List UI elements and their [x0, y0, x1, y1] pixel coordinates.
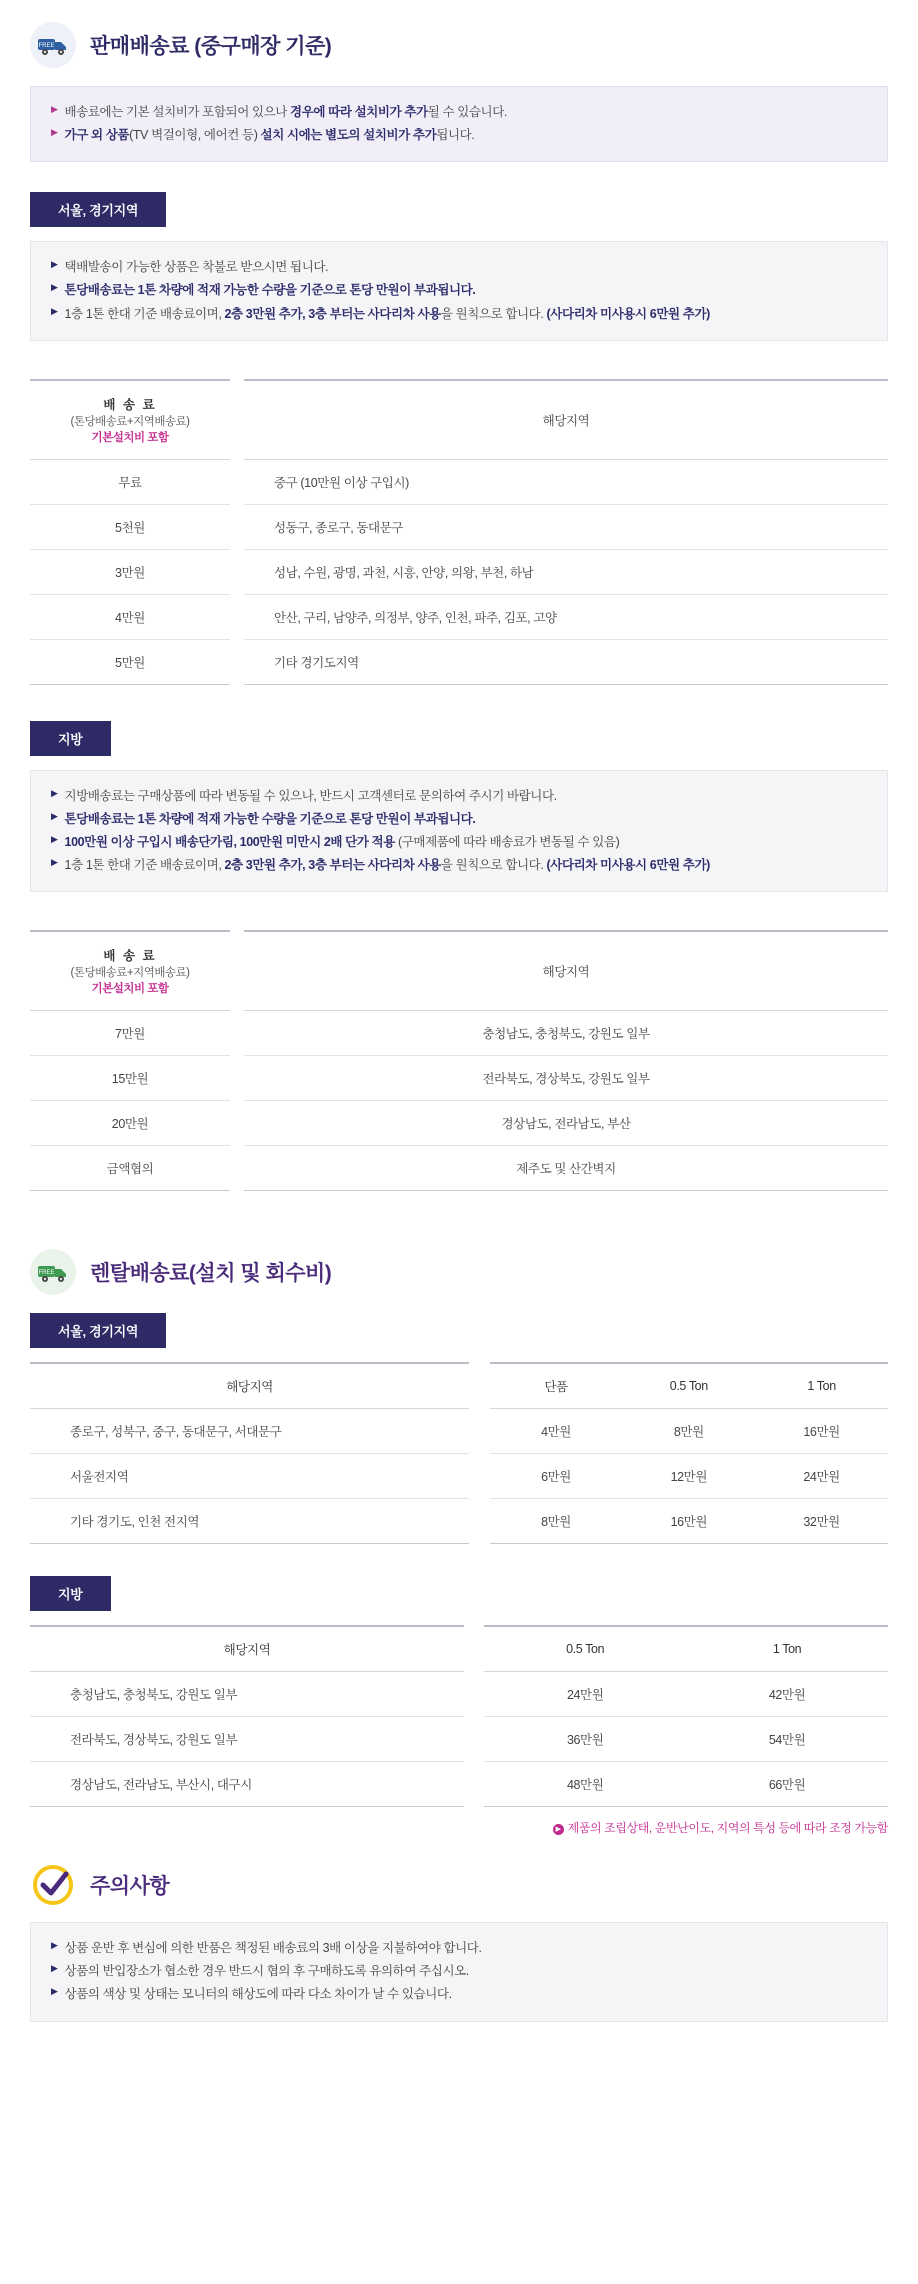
price-cell: 6만원	[490, 1454, 623, 1499]
fee-col-header	[30, 931, 230, 1011]
triangle-bullet-icon: ▶	[51, 787, 58, 798]
fee-col-sub: (톤당배송료+지역배송료)	[70, 967, 190, 980]
triangle-bullet-icon: ▶	[51, 857, 58, 867]
rental-col-header-one-ton: 1 Ton	[686, 1626, 888, 1672]
table-row	[30, 1101, 888, 1146]
table-row	[30, 1762, 888, 1807]
note-text: 지방배송료는 구매상품에 따라 변동될 수 있으나, 반드시 고객센터로 문의하여 주시기 바랍니다.	[64, 788, 557, 803]
note-text: 1층 1톤 한대 기준 배송료이며, 2층 3만원 추가, 3층 부터는 사다리차 사용을 원칙으로 합니다. (사다리차 미사용시 6만원 추가)	[64, 306, 710, 321]
fee-col-note: 기본설치비 포함	[91, 431, 169, 444]
area-cell: 종로구, 성북구, 중구, 동대문구, 서대문구	[30, 1409, 469, 1454]
triangle-bullet-icon: ▶	[51, 259, 58, 270]
check-circle-icon	[30, 1862, 76, 1908]
fee-cell: 3만원	[30, 549, 230, 594]
table-row	[30, 1717, 888, 1762]
triangle-bullet-icon: ▶	[51, 1986, 58, 1997]
sale-section-title: 판매배송료 (중구매장 기준)	[90, 35, 332, 58]
caution-section-header	[0, 1836, 918, 1922]
fee-cell: 금액협의	[30, 1146, 230, 1191]
arrow-bullet-icon: ▶	[553, 1824, 564, 1835]
caution-text: 상품의 색상 및 상태는 모니터의 해상도에 따라 다소 차이가 날 수 있습니다.	[64, 1987, 452, 2002]
price-cell: 54만원	[686, 1717, 888, 1762]
notice-text: 가구 외 상품(TV 벽걸이형, 에어컨 등) 설치 시에는 별도의 설치비가 추가됩니다.	[64, 128, 475, 143]
table-row	[30, 639, 888, 684]
price-cell: 8만원	[622, 1409, 755, 1454]
price-cell: 42만원	[686, 1672, 888, 1717]
fee-cell: 4만원	[30, 594, 230, 639]
price-cell: 12만원	[622, 1454, 755, 1499]
price-cell: 48만원	[484, 1762, 686, 1807]
price-cell: 24만원	[755, 1454, 888, 1499]
triangle-bullet-icon: ▶	[51, 1963, 58, 1974]
note-text: 1층 1톤 한대 기준 배송료이며, 2층 3만원 추가, 3층 부터는 사다리차 사용을 원칙으로 합니다. (사다리차 미사용시 6만원 추가)	[64, 858, 710, 872]
note-line	[51, 808, 867, 831]
triangle-bullet-icon: ▶	[51, 833, 58, 844]
local-fee-table	[30, 930, 888, 1191]
fee-col-sub: (톤당배송료+지역배송료)	[70, 415, 190, 428]
local-notes-box	[30, 770, 888, 893]
area-cell: 전라북도, 경상북도, 강원도 일부	[30, 1717, 464, 1762]
table-row	[30, 549, 888, 594]
svg-text:FREE: FREE	[38, 1270, 55, 1277]
note-text: 택배발송이 가능한 상품은 착불로 받으시면 됩니다.	[64, 260, 329, 275]
area-cell: 경상남도, 전라남도, 부산	[244, 1101, 888, 1146]
fee-col-title: 배 송 료	[103, 397, 157, 412]
triangle-bullet-icon: ▶	[51, 282, 58, 293]
rental-col-header-half-ton: 0.5 Ton	[622, 1363, 755, 1409]
fee-col-note: 기본설치비 포함	[91, 983, 169, 996]
notice-line	[51, 101, 867, 124]
rental-col-header-half-ton: 0.5 Ton	[484, 1626, 686, 1672]
footnote-text: 제품의 조립상태, 운반난이도, 지역의 특성 등에 따라 조정 가능함	[567, 1821, 888, 1836]
caution-text: 상품 운반 후 변심에 의한 반품은 책정된 배송료의 3배 이상을 지불하여야 합니다.	[64, 1941, 482, 1956]
area-cell: 제주도 및 산간벽지	[244, 1146, 888, 1191]
table-row	[30, 1056, 888, 1101]
notice-text: 배송료에는 기본 설치비가 포함되어 있으나 경우에 따라 설치비가 추가될 수 있습니다.	[64, 105, 507, 119]
note-line	[51, 785, 867, 808]
table-row	[30, 1146, 888, 1191]
seoul-fee-table	[30, 379, 888, 685]
sale-notice-box	[30, 86, 888, 162]
table-row	[30, 504, 888, 549]
table-row	[30, 1672, 888, 1717]
area-cell: 성남, 수원, 광명, 과천, 시흥, 안양, 의왕, 부천, 하남	[244, 549, 888, 594]
caution-line	[51, 1937, 867, 1960]
triangle-bullet-icon: ▶	[51, 127, 58, 138]
note-line	[51, 256, 867, 279]
sale-section-header	[0, 0, 918, 86]
table-row	[30, 1499, 888, 1544]
tab-local: 지방	[30, 721, 111, 756]
note-line	[51, 279, 867, 302]
area-col-header: 해당지역	[244, 931, 888, 1011]
price-cell: 16만원	[622, 1499, 755, 1544]
rental-col-header-area: 해당지역	[30, 1626, 464, 1672]
area-cell: 기타 경기도, 인천 전지역	[30, 1499, 469, 1544]
area-cell: 충청남도, 충청북도, 강원도 일부	[244, 1011, 888, 1056]
table-row	[30, 459, 888, 504]
caution-box	[30, 1922, 888, 2021]
price-cell: 36만원	[484, 1717, 686, 1762]
rental-section-title: 렌탈배송료(설치 및 회수비)	[90, 1262, 332, 1286]
tab-rental-seoul: 서울, 경기지역	[30, 1313, 166, 1348]
rental-col-header-single: 단품	[490, 1363, 623, 1409]
area-cell: 경상남도, 전라남도, 부산시, 대구시	[30, 1762, 464, 1807]
table-row	[30, 1011, 888, 1056]
area-cell: 충청남도, 충청북도, 강원도 일부	[30, 1672, 464, 1717]
area-cell: 전라북도, 경상북도, 강원도 일부	[244, 1056, 888, 1101]
triangle-bullet-icon: ▶	[51, 810, 58, 821]
rental-col-header-one-ton: 1 Ton	[755, 1363, 888, 1409]
price-cell: 32만원	[755, 1499, 888, 1544]
triangle-bullet-icon: ▶	[51, 305, 58, 316]
area-cell: 서울전지역	[30, 1454, 469, 1499]
table-row	[30, 1454, 888, 1499]
price-cell: 16만원	[755, 1409, 888, 1454]
area-cell: 성동구, 종로구, 동대문구	[244, 504, 888, 549]
fee-col-title: 배 송 료	[103, 949, 157, 964]
note-line	[51, 854, 867, 877]
fee-cell: 무료	[30, 459, 230, 504]
truck-free-green-icon	[30, 1249, 76, 1295]
area-cell: 중구 (10만원 이상 구입시)	[244, 459, 888, 504]
note-text: 100만원 이상 구입시 배송단가림, 100만원 미만시 2배 단가 적용 (구매제품에 따라 배송료가 변동될 수 있음)	[64, 834, 620, 849]
tab-rental-local: 지방	[30, 1576, 111, 1611]
table-row	[30, 594, 888, 639]
note-line	[51, 303, 867, 326]
area-cell: 기타 경기도지역	[244, 639, 888, 684]
truck-free-icon	[30, 22, 76, 68]
price-cell: 24만원	[484, 1672, 686, 1717]
note-text: 톤당배송료는 1톤 차량에 적재 가능한 수량을 기준으로 톤당 만원이 부과됩니다.	[64, 811, 476, 826]
fee-cell: 7만원	[30, 1011, 230, 1056]
rental-section-header	[0, 1227, 918, 1313]
fee-cell: 5만원	[30, 639, 230, 684]
rental-local-table	[30, 1625, 888, 1807]
note-line	[51, 831, 867, 854]
fee-cell: 5천원	[30, 504, 230, 549]
rental-seoul-table	[30, 1362, 888, 1544]
price-cell: 8만원	[490, 1499, 623, 1544]
area-col-header: 해당지역	[244, 380, 888, 460]
tab-seoul-gyeonggi: 서울, 경기지역	[30, 192, 166, 227]
rental-footnote	[0, 1813, 918, 1836]
fee-col-header	[30, 380, 230, 460]
seoul-notes-box	[30, 241, 888, 340]
fee-cell: 20만원	[30, 1101, 230, 1146]
svg-text:FREE: FREE	[38, 43, 55, 49]
fee-cell: 15만원	[30, 1056, 230, 1101]
caution-line	[51, 1983, 867, 2006]
caution-text: 상품의 반입장소가 협소한 경우 반드시 협의 후 구매하도록 유의하여 주십시오.	[64, 1964, 469, 1979]
notice-line	[51, 124, 867, 147]
price-cell: 66만원	[686, 1762, 888, 1807]
area-cell: 안산, 구리, 남양주, 의정부, 양주, 인천, 파주, 김포, 고양	[244, 594, 888, 639]
note-text: 톤당배송료는 1톤 차량에 적재 가능한 수량을 기준으로 톤당 만원이 부과됩니다.	[64, 283, 476, 298]
rental-col-header-area: 해당지역	[30, 1363, 469, 1409]
triangle-bullet-icon: ▶	[51, 104, 58, 114]
price-cell: 4만원	[490, 1409, 623, 1454]
caution-title: 주의사항	[90, 1875, 170, 1899]
table-row	[30, 1409, 888, 1454]
caution-line	[51, 1960, 867, 1983]
triangle-bullet-icon: ▶	[51, 1940, 58, 1951]
